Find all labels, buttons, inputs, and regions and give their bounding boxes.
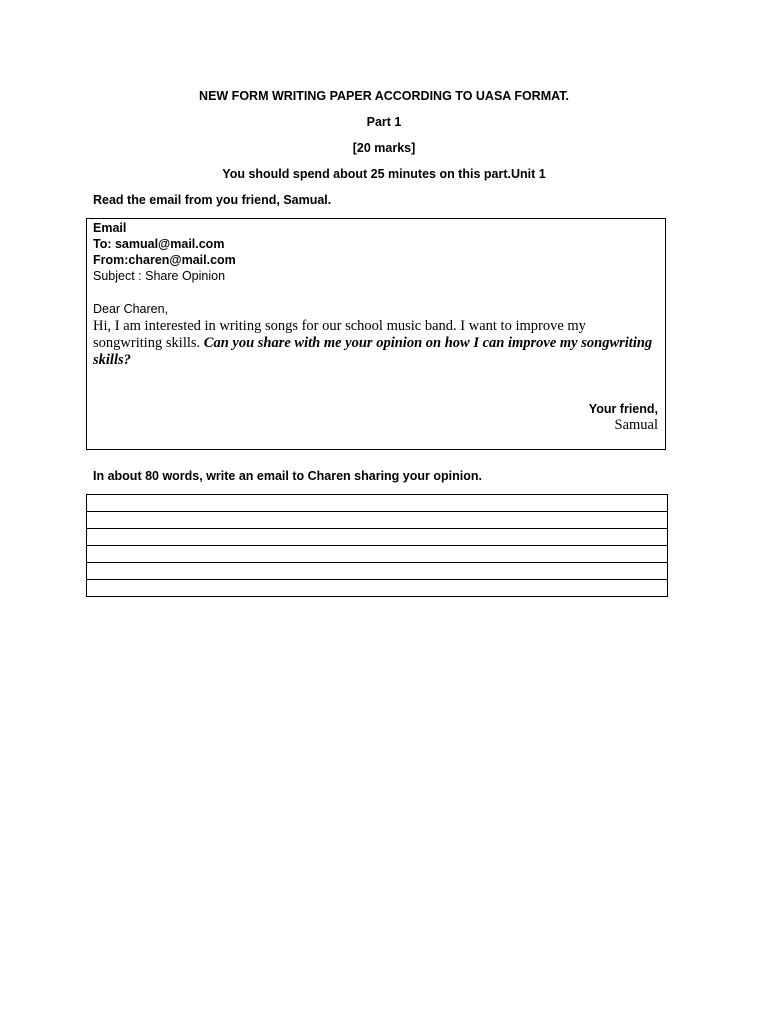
page-title: NEW FORM WRITING PAPER ACCORDING TO UASA FORMAT.: [199, 89, 569, 103]
answer-line-cell[interactable]: [87, 529, 668, 546]
email-label: Email: [93, 221, 127, 235]
write-instruction: In about 80 words, write an email to Charen sharing your opinion.: [93, 469, 482, 483]
email-closing: Your friend,: [588, 402, 658, 416]
answer-line[interactable]: [87, 580, 668, 597]
email-signature: Samual: [614, 417, 658, 433]
email-box: [86, 218, 666, 450]
answer-line[interactable]: [87, 529, 668, 546]
answer-line-cell[interactable]: [87, 563, 668, 580]
answer-lines: [86, 494, 668, 597]
time-instruction: You should spend about 25 minutes on this part.Unit 1: [222, 167, 546, 181]
part-label: Part 1: [366, 115, 402, 129]
email-from: From:charen@mail.com: [93, 253, 236, 267]
answer-line-cell[interactable]: [87, 512, 668, 529]
answer-line-cell[interactable]: [87, 580, 668, 597]
marks-label: [20 marks]: [352, 141, 416, 155]
read-instruction: Read the email from you friend, Samual.: [93, 193, 332, 207]
email-to: To: samual@mail.com: [93, 237, 225, 251]
email-body-text: Hi, I am interested in writing songs for our school music band. I want to improve my songwriting skills.: [93, 318, 586, 351]
answer-line[interactable]: [87, 563, 668, 580]
answer-line[interactable]: [87, 546, 668, 563]
email-greeting: Dear Charen,: [93, 302, 169, 316]
answer-line[interactable]: [87, 495, 668, 512]
answer-line[interactable]: [87, 512, 668, 529]
answer-line-cell[interactable]: [87, 495, 668, 512]
email-subject: Subject : Share Opinion: [93, 269, 226, 283]
email-body: [93, 318, 653, 369]
email-body-question: Can you share with me your opinion on how I can improve my songwriting skills?: [93, 335, 653, 368]
answer-line-cell[interactable]: [87, 546, 668, 563]
